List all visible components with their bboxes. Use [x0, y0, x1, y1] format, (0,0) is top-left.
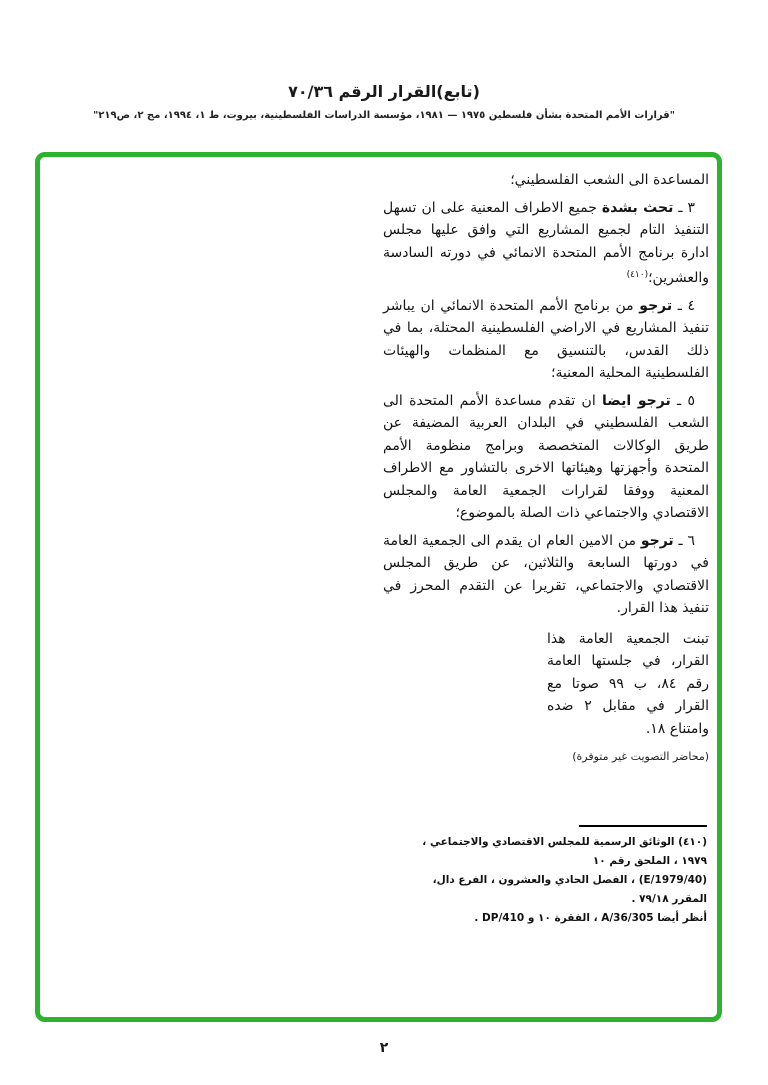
para-number: ٤ ـ — [672, 297, 695, 314]
adoption-note: تبنت الجمعية العامة هذا القرار، في جلستها العامة رقم ٨٤، ب ٩٩ صوتا مع القرار في مقابل ٢ ضده وامتناع ١٨. — [547, 630, 709, 737]
footnote-line-2: (E/1979/40) ، الفصل الحادي والعشرون ، الفرع دال، المقرر ٧٩/١٨ . — [432, 874, 707, 905]
page-number: ٢ — [379, 1040, 389, 1056]
para-lead: تحث بشدة — [601, 199, 674, 216]
para-text: من برنامج الأمم المتحدة الانمائي ان يباشر تنفيذ المشاريع في الاراضي الفلسطينية المحتلة، بما في ذلك القدس، بالتنسيق مع المنظمات والهيئات الفلسطينية المحلية المعنية؛ — [383, 297, 709, 381]
para-lead: ترجو ايضا — [602, 392, 671, 409]
paragraph-6 — [383, 530, 709, 620]
para-text: من الامين العام ان يقدم الى الجمعية العامة في دورتها السابعة والثلاثين، عن طريق المجلس الاقتصادي والاجتماعي، تقريرا عن التقدم المحرز في تنفيذ هذا القرار. — [383, 532, 709, 616]
para-lead: ترجو — [640, 532, 674, 549]
paragraph-5 — [383, 390, 709, 525]
footnote-line-3: أنظر أيضا A/36/305 ، الفقرة ١٠ و DP/410 . — [474, 912, 707, 924]
page-title: (تابع)القرار الرقم ٧٠/٣٦ — [288, 82, 480, 101]
para-text: ان تقدم مساعدة الأمم المتحدة الى الشعب الفلسطيني في البلدان العربية المضيفة عن طريق الوكالات المتخصصة وبرامج منظومة الأمم المتحدة وأجهزتها وهيئاتها الاخرى بالتشاور مع الاطراف المعنية ووفقا لقرارات الجمعية العامة والمجلس الاقتصادي والاجتماعي ذات الصلة بالموضوع؛ — [383, 392, 709, 521]
footnotes-block — [395, 825, 707, 928]
para-number: ٥ ـ — [670, 392, 695, 409]
footnote-separator-rule — [579, 825, 707, 827]
para-number: ٦ ـ — [673, 532, 695, 549]
para-text: جميع الاطراف المعنية على ان تسهل التنفيذ التام لجميع المشاريع التي وافق عليها مجلس ادارة برنامج الأمم المتحدة الانمائي في دورته السادسة والعشرين؛ — [383, 199, 709, 286]
para-number: ٣ ـ — [673, 199, 695, 216]
para-lead: ترجو — [639, 297, 673, 314]
footnote-line-1: (٤١٠) الوثائق الرسمية للمجلس الاقتصادي والاجتماعي ، ١٩٧٩ ، الملحق رقم ١٠ — [422, 836, 707, 867]
document-body — [383, 169, 709, 769]
paragraph-4 — [383, 295, 709, 385]
source-citation: "قرارات الأمم المتحدة بشأن فلسطين ١٩٧٥ — ١٩٨١، مؤسسة الدراسات الفلسطينية، بيروت، ط ١، ١٩٩٤، مج ٢، ص٢١٩" — [93, 110, 675, 121]
highlight-annotation-box — [35, 152, 722, 1022]
footnote-marker: (٤١٠) — [626, 270, 649, 280]
voting-records-note: (محاضر التصويت غير متوفرة) — [572, 750, 709, 763]
paragraph-3 — [383, 197, 709, 290]
intro-line: المساعدة الى الشعب الفلسطيني؛ — [510, 172, 709, 188]
